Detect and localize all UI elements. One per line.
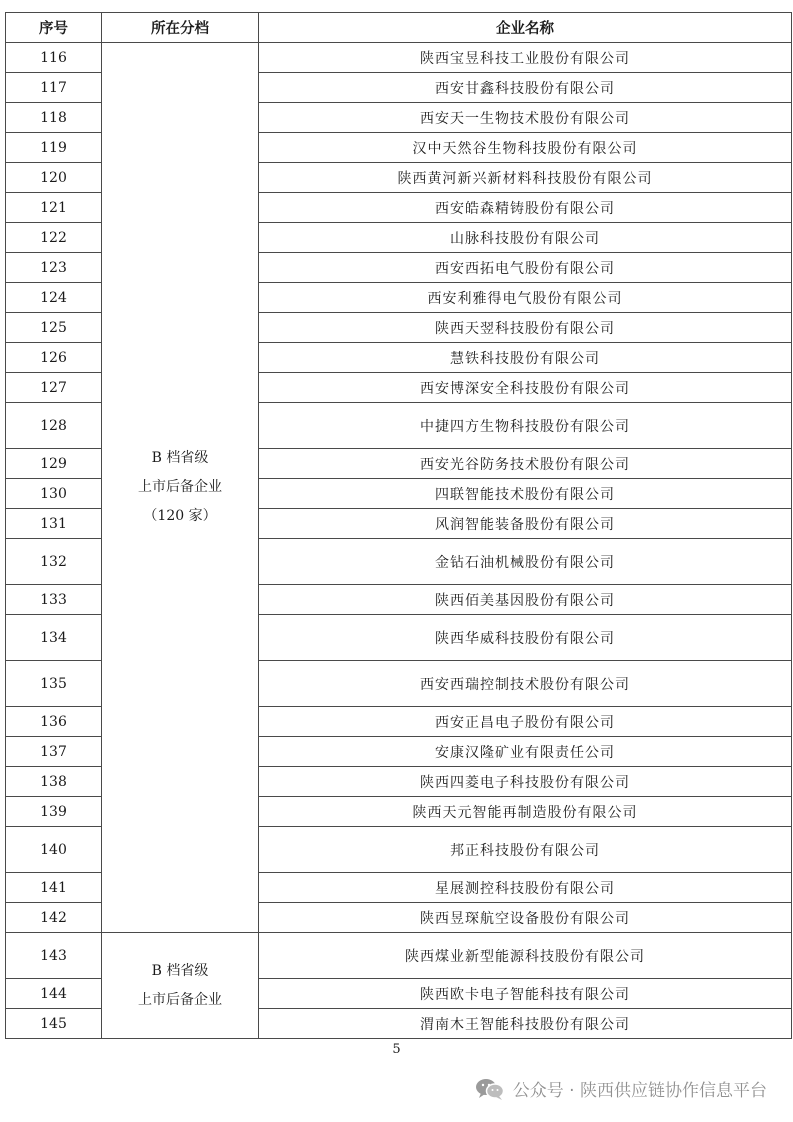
row-index: 129 — [6, 449, 102, 479]
header-category: 所在分档 — [102, 13, 259, 43]
row-index: 132 — [6, 539, 102, 585]
row-index: 120 — [6, 163, 102, 193]
company-name: 西安利雅得电气股份有限公司 — [259, 283, 792, 313]
row-index: 134 — [6, 615, 102, 661]
row-index: 122 — [6, 223, 102, 253]
category-line: B 档省级 — [151, 962, 209, 979]
row-index: 123 — [6, 253, 102, 283]
company-name: 西安皓森精铸股份有限公司 — [259, 193, 792, 223]
company-name: 安康汉隆矿业有限责任公司 — [259, 737, 792, 767]
page-number: 5 — [392, 1042, 401, 1057]
row-index: 141 — [6, 873, 102, 903]
company-name: 邦正科技股份有限公司 — [259, 827, 792, 873]
row-index: 142 — [6, 903, 102, 933]
category-line: （120 家） — [143, 508, 217, 524]
table-body — [6, 43, 792, 1039]
row-index: 139 — [6, 797, 102, 827]
company-name: 汉中天然谷生物科技股份有限公司 — [259, 133, 792, 163]
row-index: 138 — [6, 767, 102, 797]
row-index: 126 — [6, 343, 102, 373]
company-name: 西安正昌电子股份有限公司 — [259, 707, 792, 737]
company-name: 陕西宝昱科技工业股份有限公司 — [259, 43, 792, 73]
company-name: 西安光谷防务技术股份有限公司 — [259, 449, 792, 479]
company-name: 陕西四菱电子科技股份有限公司 — [259, 767, 792, 797]
table-row — [6, 43, 792, 73]
category-line: 上市后备企业 — [138, 479, 222, 495]
company-name: 四联智能技术股份有限公司 — [259, 479, 792, 509]
company-name: 星展测控科技股份有限公司 — [259, 873, 792, 903]
row-index: 117 — [6, 73, 102, 103]
row-index: 119 — [6, 133, 102, 163]
category-cell — [102, 43, 259, 933]
company-name: 西安西拓电气股份有限公司 — [259, 253, 792, 283]
company-name: 西安西瑞控制技术股份有限公司 — [259, 661, 792, 707]
watermark — [475, 1076, 767, 1101]
row-index: 124 — [6, 283, 102, 313]
table-row — [6, 933, 792, 979]
row-index: 135 — [6, 661, 102, 707]
company-name: 陕西欧卡电子智能科技有限公司 — [259, 979, 792, 1009]
company-name: 陕西黄河新兴新材料科技股份有限公司 — [259, 163, 792, 193]
company-name: 西安甘鑫科技股份有限公司 — [259, 73, 792, 103]
company-name: 陕西华威科技股份有限公司 — [259, 615, 792, 661]
row-index: 136 — [6, 707, 102, 737]
category-cell — [102, 933, 259, 1039]
row-index: 144 — [6, 979, 102, 1009]
row-index: 143 — [6, 933, 102, 979]
watermark-text: 公众号 · 陕西供应链协作信息平台 — [512, 1081, 767, 1101]
company-name: 陕西煤业新型能源科技股份有限公司 — [259, 933, 792, 979]
row-index: 125 — [6, 313, 102, 343]
row-index: 118 — [6, 103, 102, 133]
company-name: 慧铁科技股份有限公司 — [259, 343, 792, 373]
row-index: 131 — [6, 509, 102, 539]
company-name: 陕西天翌科技股份有限公司 — [259, 313, 792, 343]
row-index: 130 — [6, 479, 102, 509]
company-name: 西安博深安全科技股份有限公司 — [259, 373, 792, 403]
wechat-icon — [475, 1077, 505, 1101]
company-name: 渭南木王智能科技股份有限公司 — [259, 1009, 792, 1039]
company-name: 金钻石油机械股份有限公司 — [259, 539, 792, 585]
row-index: 133 — [6, 585, 102, 615]
row-index: 140 — [6, 827, 102, 873]
company-name: 陕西昱琛航空设备股份有限公司 — [259, 903, 792, 933]
row-index: 145 — [6, 1009, 102, 1039]
row-index: 137 — [6, 737, 102, 767]
category-line: 上市后备企业 — [138, 991, 222, 1008]
company-name: 陕西佰美基因股份有限公司 — [259, 585, 792, 615]
company-name: 西安天一生物技术股份有限公司 — [259, 103, 792, 133]
header-company: 企业名称 — [259, 13, 792, 43]
company-name: 中捷四方生物科技股份有限公司 — [259, 403, 792, 449]
company-name: 陕西天元智能再制造股份有限公司 — [259, 797, 792, 827]
row-index: 116 — [6, 43, 102, 73]
header-index: 序号 — [6, 13, 102, 43]
company-name: 风润智能装备股份有限公司 — [259, 509, 792, 539]
row-index: 127 — [6, 373, 102, 403]
row-index: 121 — [6, 193, 102, 223]
table-header-row — [6, 13, 792, 43]
company-name: 山脉科技股份有限公司 — [259, 223, 792, 253]
company-table — [5, 12, 792, 1039]
row-index: 128 — [6, 403, 102, 449]
category-line: B 档省级 — [151, 450, 209, 466]
